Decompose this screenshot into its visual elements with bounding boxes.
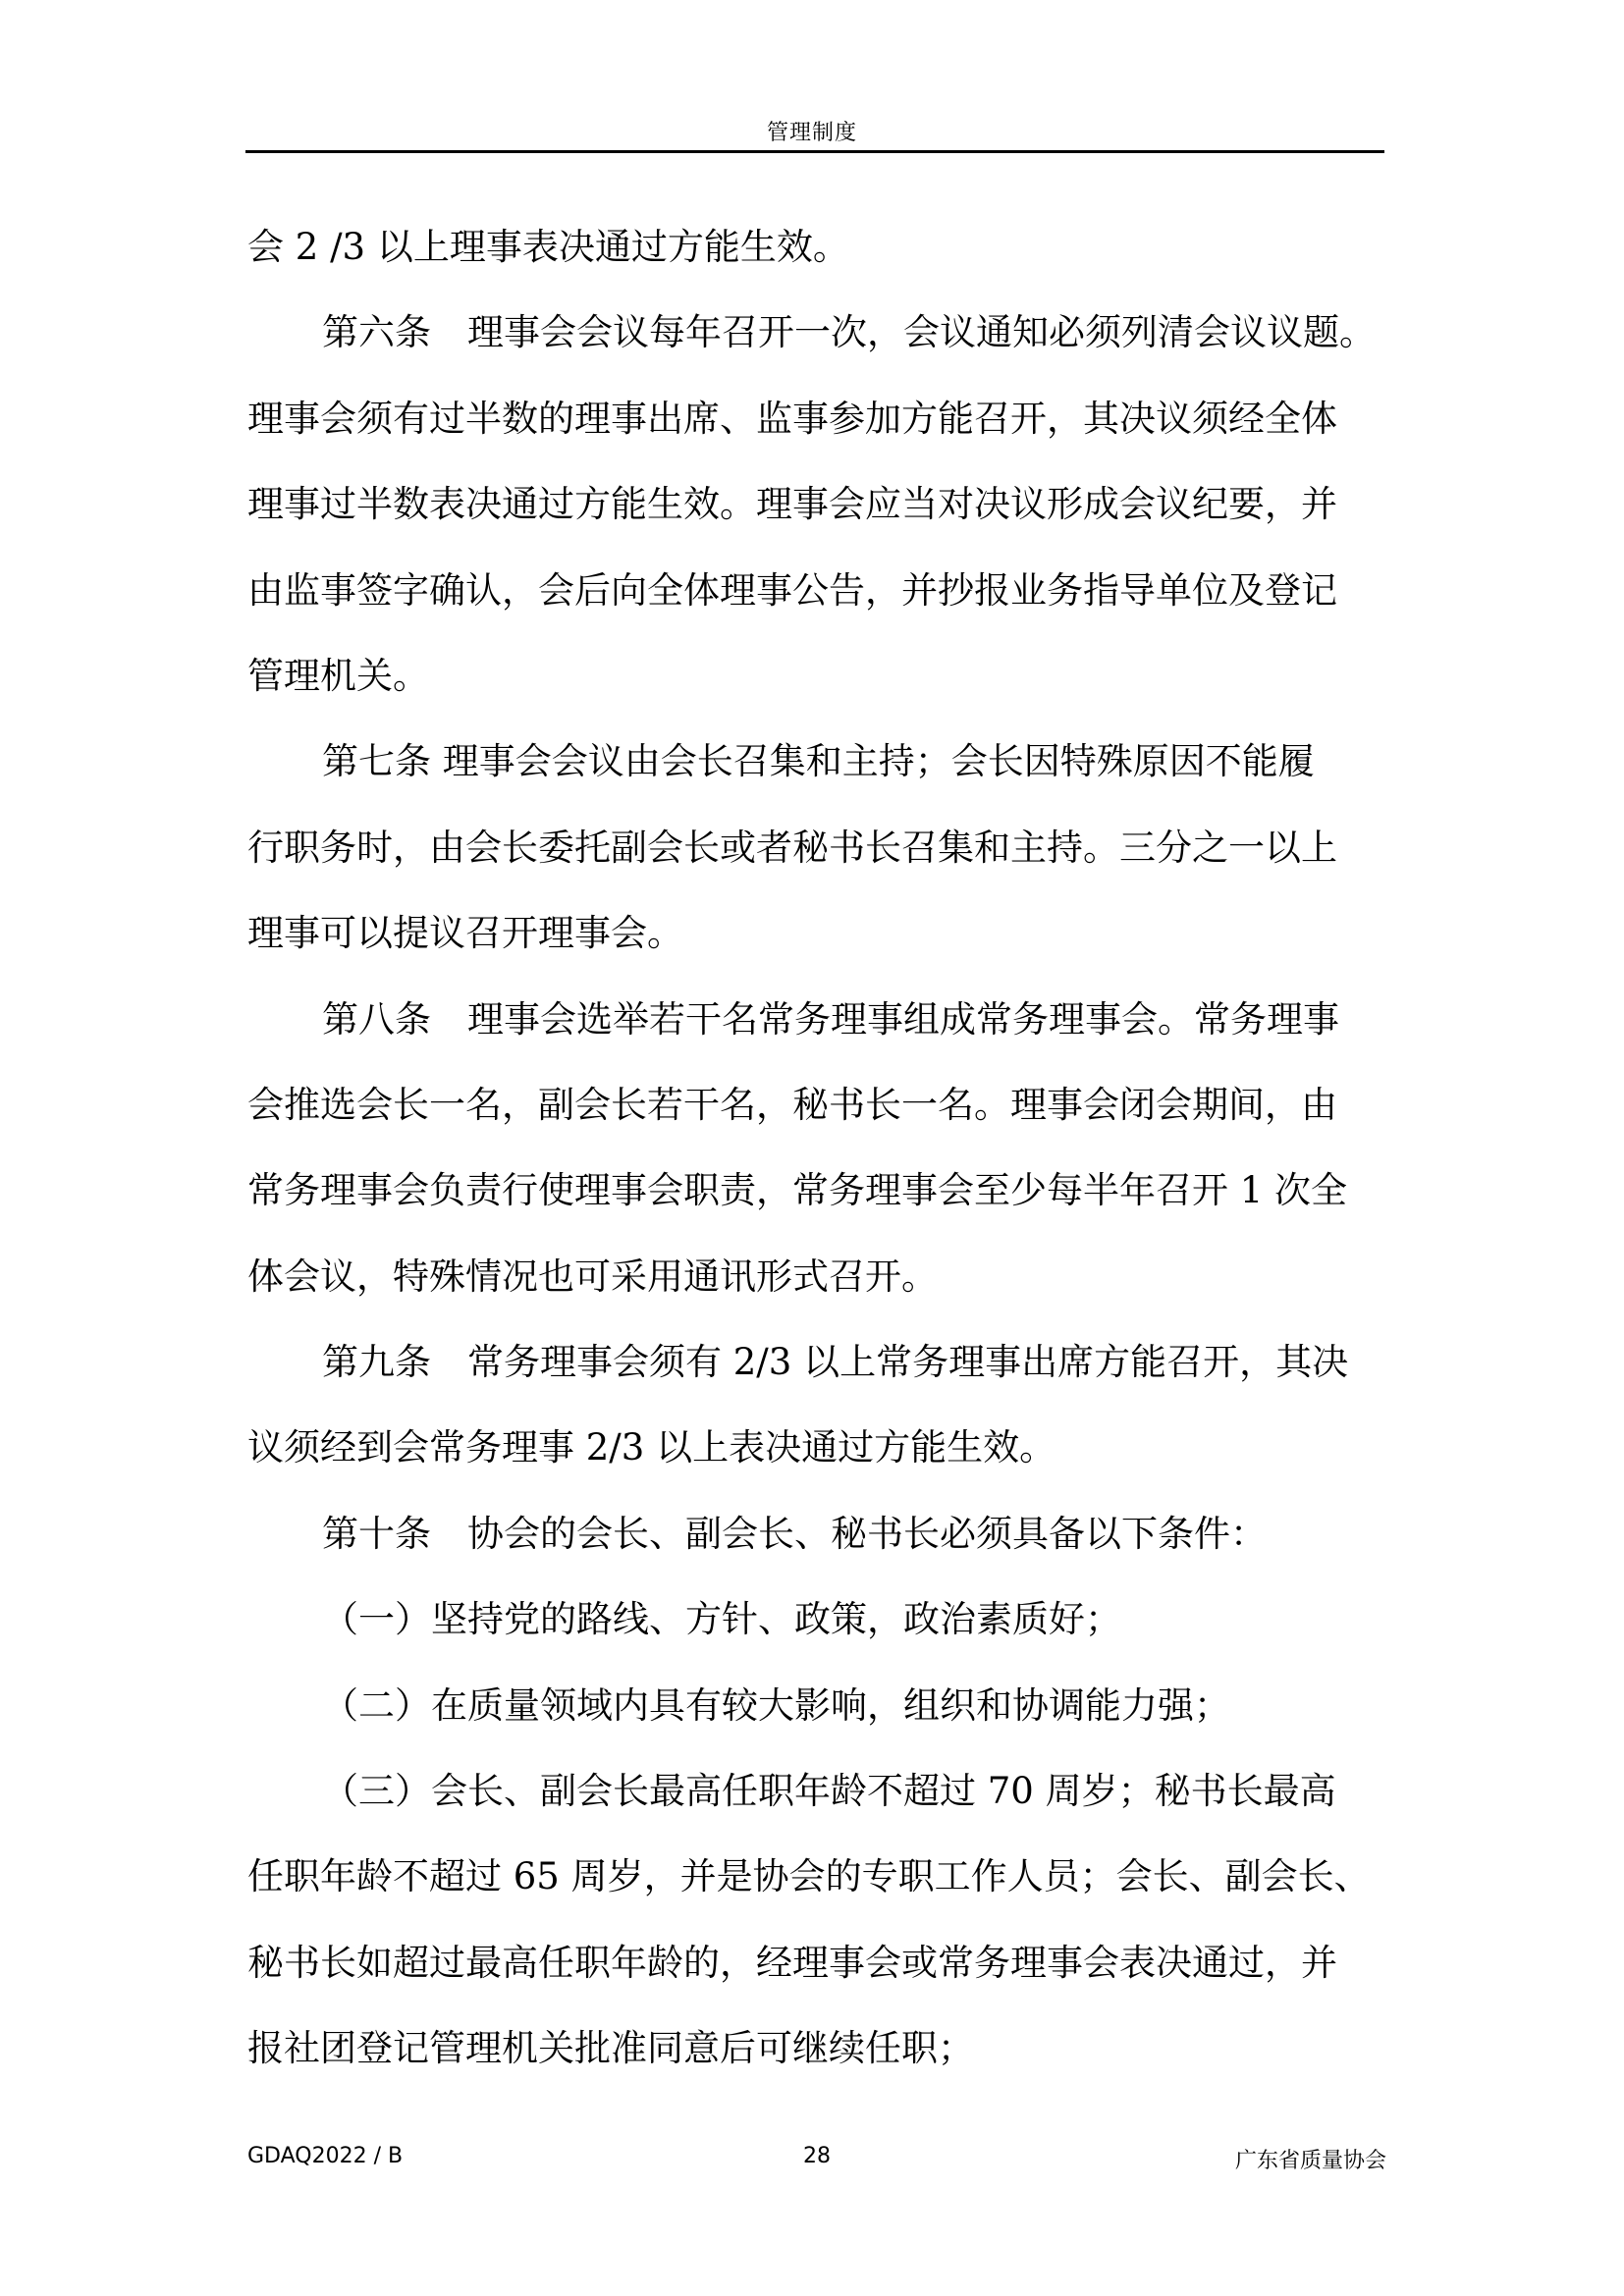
article-6-heading-line: 第六条 理事会会议每年召开一次，会议通知必须列清会议议题。 bbox=[322, 311, 1376, 354]
text-line: 理事可以提议召开理事会。 bbox=[247, 912, 683, 955]
text-line: 会推选会长一名，副会长若干名，秘书长一名。理事会闭会期间，由 bbox=[247, 1083, 1337, 1126]
article-7-heading-line: 第七条 理事会会议由会长召集和主持；会长因特殊原因不能履 bbox=[322, 740, 1315, 783]
header-divider bbox=[245, 150, 1384, 153]
text-line: 理事会须有过半数的理事出席、监事参加方能召开，其决议须经全体 bbox=[247, 397, 1337, 440]
text-line: 任职年龄不超过 65 周岁，并是协会的专职工作人员；会长、副会长、 bbox=[247, 1855, 1371, 1898]
article-9-heading-line: 第九条 常务理事会须有 2/3 以上常务理事出席方能召开，其决 bbox=[322, 1341, 1349, 1384]
text-line: 常务理事会负责行使理事会职责，常务理事会至少每半年召开 1 次全 bbox=[247, 1169, 1348, 1212]
text-line: 体会议，特殊情况也可采用通讯形式召开。 bbox=[247, 1255, 938, 1298]
condition-item-1: （一）坚持党的路线、方针、政策，政治素质好； bbox=[322, 1598, 1121, 1641]
condition-item-3: （三）会长、副会长最高任职年龄不超过 70 周岁；秘书长最高 bbox=[322, 1770, 1336, 1813]
page-header-title: 管理制度 bbox=[766, 121, 857, 145]
footer-doc-code: GDAQ2022 / B bbox=[247, 2144, 404, 2168]
text-line: 秘书长如超过最高任职年龄的，经理事会或常务理事会表决通过，并 bbox=[247, 1941, 1337, 1984]
footer-organization: 广东省质量协会 bbox=[1234, 2149, 1386, 2173]
text-line: 管理机关。 bbox=[247, 654, 429, 697]
text-line: 由监事签字确认，会后向全体理事公告，并抄报业务指导单位及登记 bbox=[247, 568, 1337, 612]
document-body bbox=[247, 204, 1386, 2092]
footer-page-number: 28 bbox=[803, 2144, 831, 2168]
article-10-heading-line: 第十条 协会的会长、副会长、秘书长必须具备以下条件： bbox=[322, 1512, 1267, 1555]
text-line: 会 2 /3 以上理事表决通过方能生效。 bbox=[247, 226, 849, 268]
text-line: 理事过半数表决通过方能生效。理事会应当对决议形成会议纪要，并 bbox=[247, 483, 1337, 526]
text-line: 报社团登记管理机关批准同意后可继续任职； bbox=[247, 2027, 974, 2070]
text-line: 议须经到会常务理事 2/3 以上表决通过方能生效。 bbox=[247, 1426, 1056, 1469]
article-8-heading-line: 第八条 理事会选举若干名常务理事组成常务理事会。常务理事 bbox=[322, 997, 1339, 1041]
text-line: 行职务时，由会长委托副会长或者秘书长召集和主持。三分之一以上 bbox=[247, 826, 1337, 869]
condition-item-2: （二）在质量领域内具有较大影响，组织和协调能力强； bbox=[322, 1683, 1230, 1727]
